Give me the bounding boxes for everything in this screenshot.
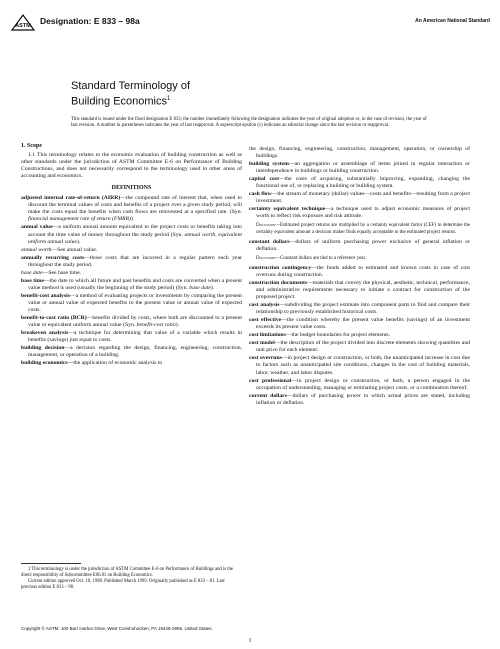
definition-text: —a technique used to adjust economic measures of project worth to reflect risk exposure and risk attitude. (256, 206, 470, 220)
definition-term: capital cost (249, 176, 279, 183)
definition-synonym: annual worth (21, 246, 52, 253)
definition-text: —the funds added to estimated and known costs in case of cost overruns during construction. (256, 264, 470, 278)
left-definitions-list (21, 195, 242, 367)
definition-term: annual value (21, 224, 53, 231)
definition-text: —dollars of purchasing power in which actual prices are stated, including inflation or deflation. (256, 392, 470, 406)
definition-entry (249, 206, 470, 220)
definition-text-end: ). (175, 322, 180, 329)
definition-text: —in project design or construction, or both, a person engaged in the occupation of understanding, managing or estimating project costs, or a combination thereof. (256, 377, 470, 391)
definition-text: —the costs of acquiring, substantially improving, expanding, changing the functional use of, or replacing a building or building system. (256, 176, 470, 190)
definition-text-end: ). (76, 238, 81, 245)
svg-text:ASTM: ASTM (15, 23, 31, 29)
definition-entry (249, 239, 470, 253)
document-title (71, 80, 190, 109)
footnote-rule (21, 563, 81, 564)
left-column (21, 143, 242, 368)
definition-text: —an aggregation or assemblage of items joined in regular interaction or interdependence in buildings or building construction. (256, 161, 470, 175)
footnote (21, 567, 242, 591)
definition-text: —materials that convey the physical, aesthetic, technical, performance, and administrative requirements necessary to initiate a contract for construction of the proposed project. (256, 279, 471, 301)
definition-text: the design, financing, engineering, construction, management, operation, or ownership of buildings. (249, 146, 470, 160)
definition-text: —the condition whereby the present value benefits (savings) of an investment exceeds its present value costs. (256, 317, 470, 331)
definition-term: base time (21, 277, 44, 284)
definition-entry (249, 176, 470, 190)
definition-term: constant dollars (249, 238, 290, 245)
definition-entry (249, 332, 470, 339)
definition-text: —subdividing the project estimate into component parts to find and compare their relationship to previously established historical costs. (256, 302, 470, 316)
discussion-note-2 (249, 256, 470, 262)
definition-term: benefit-to-cost ratio (BCR) (21, 315, 87, 322)
right-definitions-list-c (249, 265, 470, 407)
definition-term: construction contingency (249, 264, 312, 271)
definition-text: —the budget boundaries for project elements. (285, 332, 391, 339)
definition-term: cost professional (249, 377, 292, 384)
definition-text: —in project design or construction, or both, the unanticipated increase in cost due to factors such as unanticipated site conditions, changes in the cost of building materials, labor, weather, and labor disputes. (256, 355, 471, 376)
page-header (10, 14, 490, 32)
page-number: 1 (248, 638, 252, 644)
definition-term: certainty equivalent technique (249, 206, 326, 213)
definition-text-end: ). (210, 284, 215, 291)
definition-text: —the date to which all future and past benefits and costs are converted when a present value method is used (usually the beginning of the study period) (Syn. (28, 277, 242, 291)
definition-entry (21, 293, 242, 314)
definition-entry (21, 247, 242, 254)
right-definitions-list-b (249, 239, 470, 253)
definition-term: cost effective (249, 317, 282, 324)
definition-text: —the application of economic analysis to (67, 360, 163, 367)
scope-text: 1.1 This terminology relates to the economic evaluation of building construction as well as other standards under the jurisdiction of ASTM Committee E-6 on Performance of Building Constructions, and does not necessarily correspond to the terminology used in other areas of accounting and economics. (21, 152, 242, 180)
definition-text: —the description of the project divided into discrete elements showing quantities and unit price for each element. (256, 340, 471, 354)
definitions-heading: DEFINITIONS (111, 185, 152, 192)
definition-entry (249, 340, 470, 354)
definition-synonym: base date (189, 284, 211, 291)
definition-text-end: ) (130, 216, 133, 223)
note-text: —Constant dollars are tied to a reference year. (275, 255, 367, 261)
definition-text: —dollars of uniform purchasing power exclusive of general inflation or deflation. (256, 238, 470, 252)
definition-term: current dollars (249, 392, 287, 399)
definition-synonym: financial management rate of return (FMRR) (28, 216, 131, 223)
definition-entry (21, 278, 242, 292)
right-column (249, 146, 470, 408)
definition-text: —the compound rate of interest that, when used to discount the terminal values of costs and benefits of a project over a given study period, will make the costs equal the benefits when cash flows are reinvested at a specified rate. (Syn. (28, 195, 242, 216)
definition-text: —benefits divided by costs, where both are discounted to a present value or equivalent uniform annual value (Syn. (28, 315, 242, 329)
definition-term: cash flow (249, 191, 272, 198)
definition-entry (21, 270, 242, 277)
astm-logo (10, 14, 36, 32)
definition-entry (249, 146, 470, 160)
definition-text-end: —See annual value. (51, 246, 98, 253)
definition-term: cost model (249, 340, 275, 347)
definition-term: cost overruns (249, 355, 282, 362)
definition-text: —the stream of monetary (dollar) values—costs and benefits—resulting from a project investment. (256, 191, 470, 205)
definition-entry (249, 355, 470, 376)
definition-text: —a decision regarding the design, financing, engineering, construction, management, or operation of a building. (28, 345, 242, 359)
scope-heading: 1. Scope (21, 143, 42, 149)
definition-synonym: annual worth, equivalent uniform annual value (28, 231, 242, 245)
definition-entry (249, 191, 470, 205)
definition-text-end: —See base time. (42, 269, 82, 276)
designation: Designation: E 833 – 98a (40, 16, 140, 26)
discussion-note-1 (249, 223, 470, 235)
definition-synonym: base date (21, 269, 43, 276)
note-text: —Estimated project returns are multiplied by a certainty equivalent factor (CEF) to determine the certainty equivalent amount a decision maker finds equally acceptable to the estimated project returns. (256, 223, 470, 235)
definition-term: annually recurring costs (21, 254, 85, 261)
issuance-notice: This standard is issued under the fixed designation E 833; the number immediately following the designation indicates the year of original adoption or, in the case of revision, the year of last revision. A number in parentheses indicates the year of last reapproval. A superscript epsilon (ε) indicates an editorial change since the last revision or reapproval. (71, 117, 427, 129)
definition-entry (249, 302, 470, 316)
definition-text: —a uniform annual amount equivalent to the project costs or benefits taking into account the time value of money throughout the study period (Syn. (28, 224, 242, 238)
definition-entry (21, 330, 242, 344)
right-definitions-list-a (249, 146, 470, 220)
note-label: Discussion (256, 223, 276, 229)
definition-entry (21, 360, 242, 367)
definition-term: breakeven analysis (21, 330, 69, 337)
definition-term: cost analysis (249, 302, 280, 309)
definition-term: cost limitations (249, 332, 286, 339)
title-line-1: Standard Terminology of (71, 80, 191, 92)
definition-text: —a method of evaluating projects or investments by comparing the present value or annual value of expected benefits to the present value or annual value of expected costs. (28, 292, 242, 313)
definition-term: benefit-cost analysis (21, 292, 70, 299)
definition-term: construction documents (249, 279, 308, 286)
definition-entry (21, 255, 242, 269)
definition-entry (21, 224, 242, 245)
definition-entry (249, 161, 470, 175)
definition-entry (249, 317, 470, 331)
definition-entry (249, 265, 470, 279)
definition-entry (21, 345, 242, 359)
footnote-paragraph-2: Current edition approved Oct. 10, 1998. Published March 1999. Originally published as E 833 – 81. Last previous edition E 833 – 98. (21, 579, 225, 590)
definition-entry (249, 378, 470, 392)
definition-entry (21, 315, 242, 329)
note-label: Discussion (256, 255, 276, 261)
definition-term: building decision (21, 345, 65, 352)
copyright-line: Copyright © ASTM, 100 Barr Harbor Drive, West Conshohocken, PA 19428-2959, United States. (21, 626, 213, 631)
definition-text: —a technique for determining that value of a variable which results in benefits (savings) just equal to costs. (28, 330, 243, 344)
definition-synonym: benefit-cost ratio (136, 322, 176, 329)
definition-entry (249, 280, 470, 301)
standard-type: An American National Standard (415, 18, 490, 24)
definition-entry (249, 393, 470, 407)
definition-term: building economics (21, 360, 68, 367)
title-line-2: Building Economics (71, 95, 167, 108)
definition-entry (21, 195, 242, 223)
definition-term: adjusted internal rate-of-return (AIRR) (21, 195, 121, 202)
title-footnote-mark: 1 (167, 96, 171, 102)
definition-text: —those costs that are incurred in a regular pattern each year throughout the study period. (28, 254, 242, 268)
footnote-paragraph-1: 1 This terminology is under the jurisdiction of ASTM Committee E-6 on Performance of Buildings and is the direct responsibility of Subcommittee E06.81 on Building Economics. (21, 567, 233, 578)
definition-term: building system (249, 161, 289, 168)
